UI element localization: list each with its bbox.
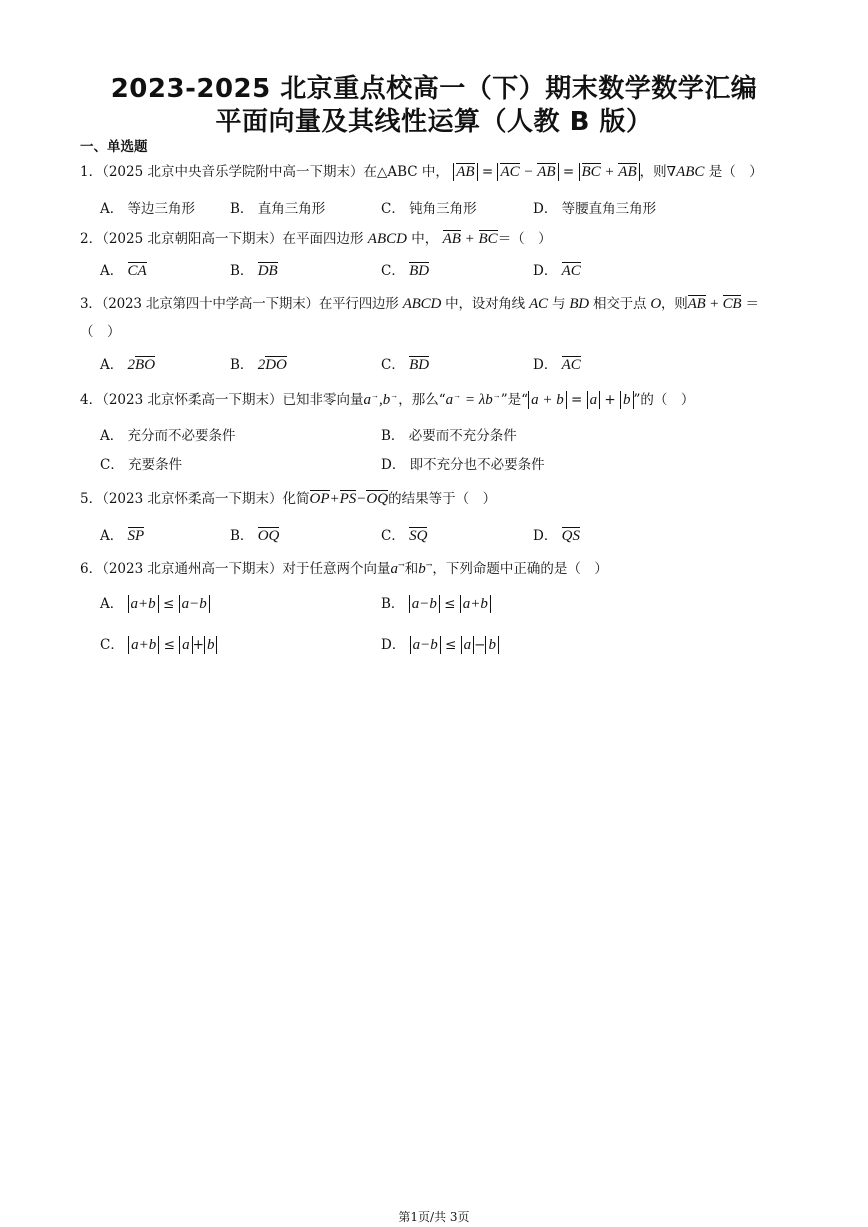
question-4: 4．（2023 北京怀柔高一下期末）已知非零向量a→,b→，那么“a→ = λb→”是“ a + b = a + b ”的（ ） — [80, 391, 695, 408]
q1-option-b: B． 直角三角形 — [230, 201, 326, 217]
q2-option-b: B． DB — [230, 263, 278, 279]
question-6: 6．（2023 北京通州高一下期末）对于任意两个向量a→和b→，下列命题中正确的是（ ） — [80, 560, 608, 577]
q2-option-c: C． BD — [381, 263, 430, 279]
q3-option-b: B． 2DO — [230, 357, 287, 373]
q4-option-a: A． 充分而不必要条件 — [100, 428, 236, 444]
question-5: 5．（2023 北京怀柔高一下期末）化简OP+PS−OQ的结果等于（ ） — [80, 491, 497, 507]
section-heading: 一、单选题 — [80, 139, 148, 155]
q1-option-d: D． 等腰直角三角形 — [533, 201, 657, 217]
title-line-1: 2023-2025 北京重点校高一（下）期末数学数学汇编 — [110, 74, 758, 104]
question-1: 1．（2025 北京中央音乐学院附中高一下期末）在△ABC 中， AB = AC − AB = BC + AB ，则∇ABC 是（ ） — [80, 164, 763, 180]
page-footer: 第1页/共 3页 — [398, 1210, 470, 1224]
title-line-2: 平面向量及其线性运算（人教 B 版） — [215, 107, 653, 137]
q4-option-c: C． 充要条件 — [100, 457, 183, 473]
q2-option-d: D． AC — [533, 263, 581, 279]
question-3: 3．（2023 北京第四十中学高一下期末）在平行四边形 ABCD 中，设对角线 AC 与 BD 相交于点 O，则AB + CB ＝ — [80, 296, 759, 312]
q4-option-b: B． 必要而不充分条件 — [381, 428, 517, 444]
question-3-cont: （ ） — [80, 324, 121, 340]
q6-option-a: A． a+b ≤ a−b — [100, 592, 210, 613]
question-2: 2．（2025 北京朝阳高一下期末）在平面四边形 ABCD 中， AB + BC＝（ ） — [80, 231, 552, 247]
q6-option-b: B． a−b ≤ a+b — [381, 592, 491, 613]
q4-option-d: D． 即不充分也不必要条件 — [381, 457, 545, 473]
q3-option-d: D． AC — [533, 357, 581, 373]
q1-option-c: C． 钝角三角形 — [381, 201, 477, 217]
q2-option-a: A． CA — [100, 263, 147, 279]
q6-option-d: D． a−b ≤ a − b — [381, 633, 499, 654]
q5-option-a: A． SP — [100, 528, 145, 544]
q6-option-c: C． a+b ≤ a + b — [100, 633, 217, 654]
q5-option-b: B． OQ — [230, 528, 280, 544]
q3-option-c: C． BD — [381, 357, 430, 373]
q5-option-c: C． SQ — [381, 528, 428, 544]
q5-option-d: D． QS — [533, 528, 580, 544]
q1-option-a: A． 等边三角形 — [100, 201, 196, 217]
q3-option-a: A． 2BO — [100, 357, 156, 373]
